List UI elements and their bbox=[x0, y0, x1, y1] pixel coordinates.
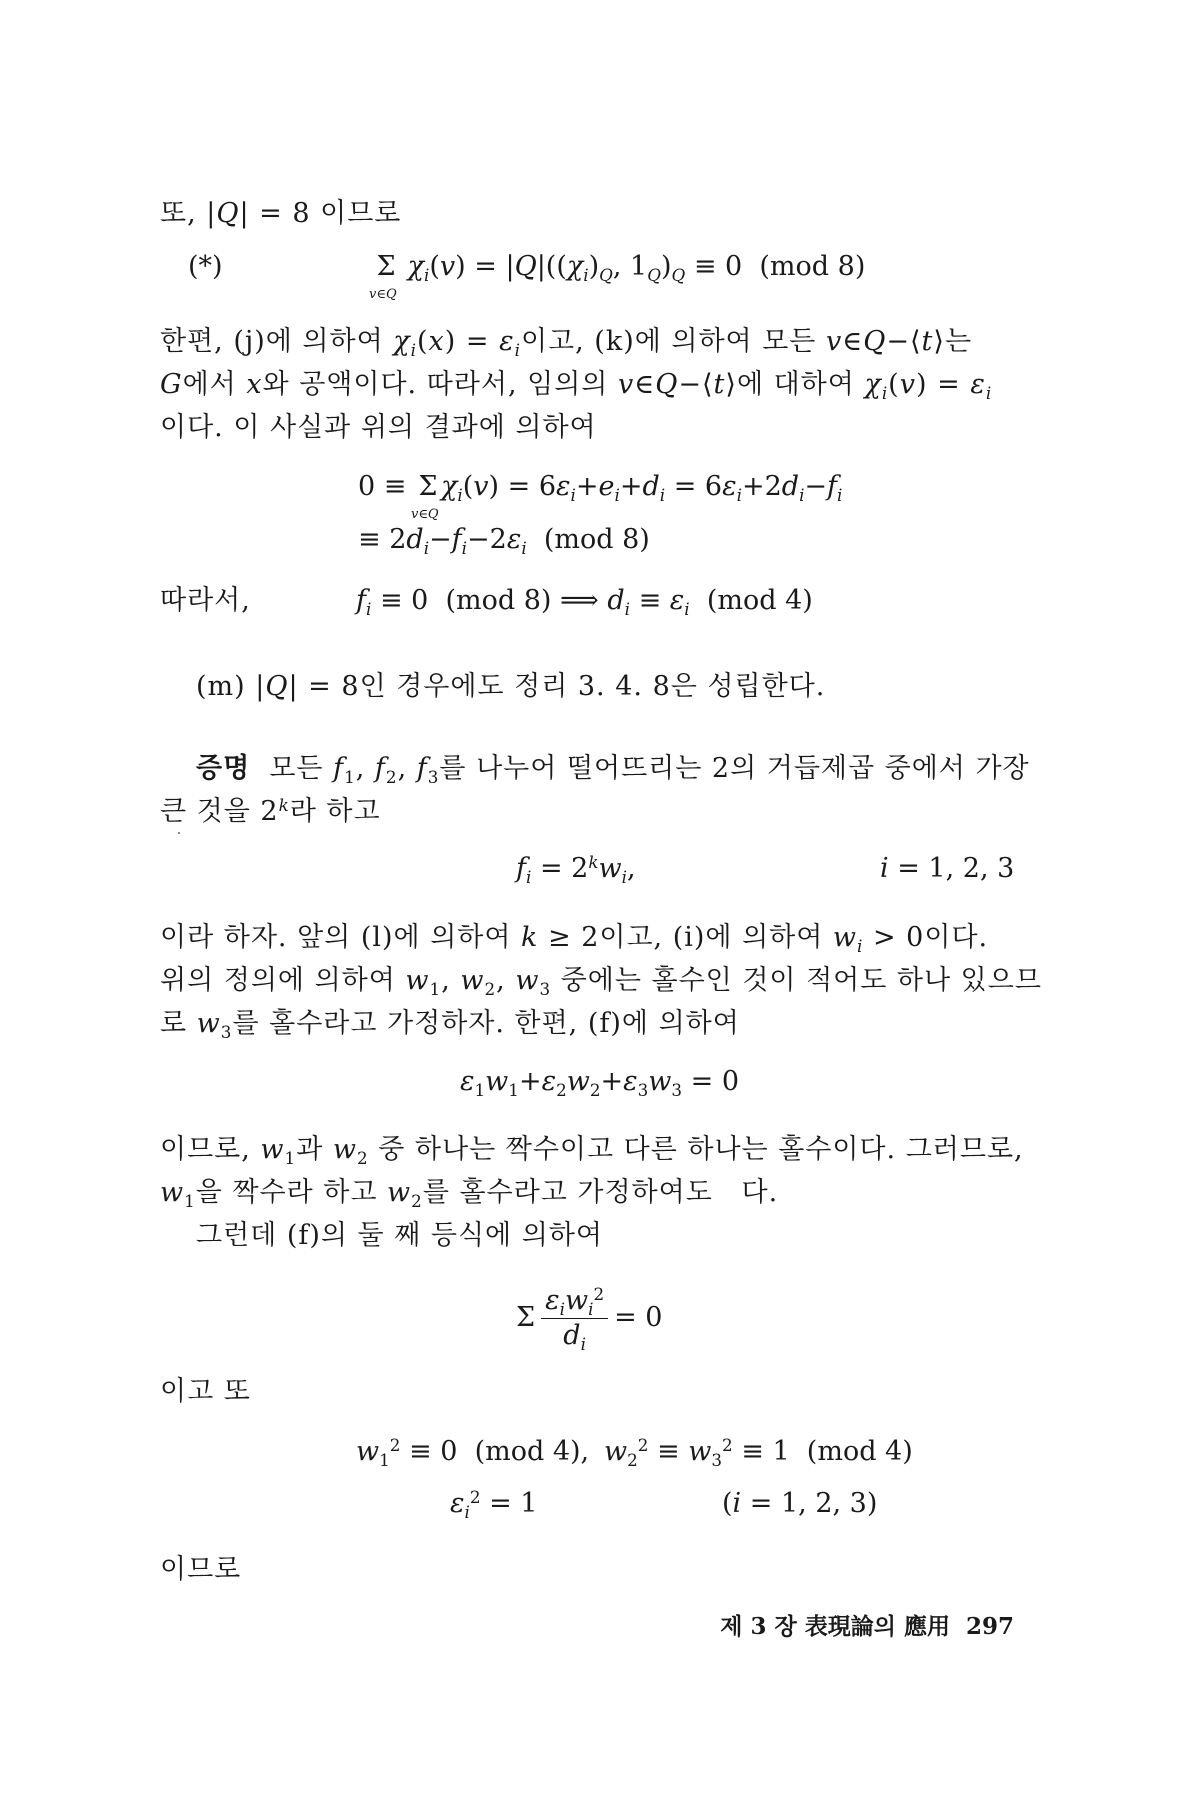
equation-6: Σ $\frac{\varepsilon_iw_i^2}{d_i}$ = 0 bbox=[516, 1283, 663, 1354]
equation-4: $f_i = 2^kw_i$, bbox=[516, 851, 636, 887]
equation-8-right: (i = 1, 2, 3) bbox=[722, 1488, 878, 1519]
equation-3: $f_i \equiv 0$ (mod 8) ⟹ $d_i \equiv \varepsilon_i$ (mod 4) bbox=[356, 585, 813, 619]
text-line: 이므로 bbox=[160, 1554, 242, 1585]
theorem-statement: (m) |Q| = 8인 경우에도 정리 3. 4. 8은 성립한다. bbox=[196, 671, 826, 702]
proof-label: 증명 bbox=[196, 753, 251, 784]
text-line: 한편, (j)에 의하여 $\chi_i(x) = \varepsilon_i$이고, (k)에 의하여 모든 v∈Q−⟨t⟩는 bbox=[160, 326, 973, 360]
text-line: 이고 또 bbox=[160, 1376, 251, 1407]
text-line: G에서 x와 공액이다. 따라서, 임의의 v∈Q−⟨t⟩에 대하여 $\chi_i(v) = \varepsilon_i$ bbox=[160, 369, 993, 403]
text-line: 따라서, bbox=[160, 585, 251, 616]
equation-7-right: $w_2^2 \equiv w_3^2 \equiv 1$ (mod 4) bbox=[604, 1434, 913, 1470]
equation-2-line-1: 0 ≡ Σ v∈Q $\chi_i(v) = 6\varepsilon_i+e_i+d_i = 6\varepsilon_i+2d_i-f_i$ bbox=[358, 471, 843, 522]
text-line: 큰 것을 2$^k$라 하고 bbox=[160, 794, 381, 827]
equation-1: Σ v∈Q $\chi_i(v) = |Q|((\chi_i)_Q$, $1_Q)_Q \equiv 0$ (mod 8) bbox=[369, 251, 866, 302]
fraction: $\frac{\varepsilon_iw_i^2}{d_i}$ bbox=[541, 1284, 608, 1353]
equation-5: $\varepsilon_1w_1+\varepsilon_2w_2+\varepsilon_3w_3 = 0$ bbox=[460, 1066, 740, 1100]
proof-paragraph: 증명 모든 $f_1$, $f_2$, $f_3$를 나누어 떨어뜨리는 2의 거듭제곱 중에서 가장 bbox=[196, 753, 1030, 787]
page-footer bbox=[720, 1608, 1014, 1641]
sum-symbol: Σ v∈Q bbox=[369, 251, 397, 302]
text-line: 이다. 이 사실과 위의 결과에 의하여 bbox=[160, 412, 597, 443]
text-line: 로 $w_3$를 홀수라고 가정하자. 한편, (f)에 의하여 bbox=[160, 1008, 740, 1042]
equation-8-left: $\varepsilon_i^2 = 1$ bbox=[450, 1486, 538, 1522]
text-line: 위의 정의에 의하여 $w_1$, $w_2$, $w_3$ 중에는 홀수인 것이 적어도 하나 있으므 bbox=[160, 965, 1042, 999]
line-text: 또, |Q| = 8 이므로 bbox=[160, 198, 402, 229]
equation-4-index: i = 1, 2, 3 bbox=[880, 853, 1015, 884]
text-line: 그런데 (f)의 둘 째 등식에 의하여 bbox=[196, 1220, 603, 1251]
equation-7-left: $w_1^2 \equiv 0$ (mod 4), bbox=[356, 1434, 590, 1470]
text-line: $w_1$을 짝수라 하고 $w_2$를 홀수라고 가정하여도 다. bbox=[160, 1177, 779, 1211]
scan-speck bbox=[178, 832, 180, 834]
chapter-title: 제 3 장 表現論의 應用 bbox=[720, 1613, 950, 1640]
text-line bbox=[160, 197, 401, 231]
page-number: 297 bbox=[965, 1613, 1014, 1640]
equation-2-line-2: ≡ $2d_i-f_i-2\varepsilon_i$ (mod 8) bbox=[358, 524, 650, 558]
text-line: 이라 하자. 앞의 (l)에 의하여 k ≥ 2이고, (i)에 의하여 $w_i > 0$이다. bbox=[160, 922, 989, 956]
sum-symbol: Σ v∈Q bbox=[410, 471, 439, 522]
equation-label: (*) bbox=[188, 251, 223, 282]
text-line: 이므로, $w_1$과 $w_2$ 중 하나는 짝수이고 다른 하나는 홀수이다. 그러므로, bbox=[160, 1134, 1024, 1168]
